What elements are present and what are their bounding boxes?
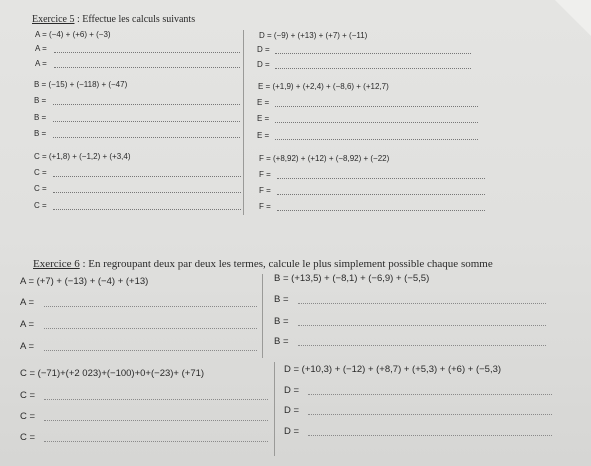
answer-line-b[interactable] bbox=[53, 121, 240, 122]
answer-label-c: C = bbox=[20, 411, 36, 422]
answer-label-b: B = bbox=[34, 96, 47, 105]
answer-label-b: B = bbox=[274, 294, 289, 305]
expression-b: B = (−15) + (−118) + (−47) bbox=[34, 80, 128, 89]
exercise-6-column-divider bbox=[262, 274, 263, 358]
answer-label-f: F = bbox=[259, 202, 271, 211]
answer-label-c: C = bbox=[34, 184, 47, 193]
answer-line-c[interactable] bbox=[53, 209, 241, 210]
answer-line-d[interactable] bbox=[275, 68, 471, 69]
answer-line-b[interactable] bbox=[298, 303, 546, 304]
answer-line-a[interactable] bbox=[44, 306, 257, 307]
answer-label-c: C = bbox=[34, 168, 47, 177]
answer-line-e[interactable] bbox=[275, 122, 478, 123]
answer-label-b: B = bbox=[274, 336, 289, 347]
answer-label-d: D = bbox=[284, 385, 300, 396]
answer-line-c[interactable] bbox=[53, 176, 241, 177]
answer-line-b[interactable] bbox=[53, 137, 240, 138]
exercise-6-number: Exercice 6 bbox=[33, 258, 80, 270]
answer-label-b: B = bbox=[274, 316, 289, 327]
answer-line-f[interactable] bbox=[277, 210, 485, 211]
exercise-6-column-divider bbox=[274, 362, 275, 456]
answer-label-e: E = bbox=[257, 131, 270, 140]
expression-d: D = (−9) + (+13) + (+7) + (−11) bbox=[259, 31, 368, 40]
answer-label-d: D = bbox=[284, 405, 300, 416]
exercise-5-column-divider bbox=[243, 30, 244, 215]
answer-line-b[interactable] bbox=[298, 325, 546, 326]
answer-line-b[interactable] bbox=[53, 104, 240, 105]
expression-d: D = (+10,3) + (−12) + (+8,7) + (+5,3) + (+6) + (−5,3) bbox=[284, 364, 502, 375]
answer-line-d[interactable] bbox=[275, 53, 471, 54]
answer-label-d: D = bbox=[257, 60, 270, 69]
answer-label-f: F = bbox=[259, 186, 271, 195]
exercise-6-title bbox=[33, 258, 493, 270]
expression-e: E = (+1,9) + (+2,4) + (−8,6) + (+12,7) bbox=[258, 82, 389, 91]
answer-label-a: A = bbox=[20, 297, 34, 308]
answer-label-d: D = bbox=[257, 45, 270, 54]
answer-line-c[interactable] bbox=[44, 420, 268, 421]
answer-label-e: E = bbox=[257, 98, 270, 107]
answer-line-a[interactable] bbox=[54, 52, 240, 53]
answer-line-e[interactable] bbox=[275, 139, 478, 140]
answer-line-a[interactable] bbox=[44, 328, 257, 329]
answer-label-c: C = bbox=[34, 201, 47, 210]
answer-label-a: A = bbox=[35, 44, 47, 53]
answer-line-a[interactable] bbox=[54, 67, 240, 68]
answer-line-b[interactable] bbox=[298, 345, 546, 346]
expression-b: B = (+13,5) + (−8,1) + (−6,9) + (−5,5) bbox=[274, 273, 430, 284]
expression-f: F = (+8,92) + (+12) + (−8,92) + (−22) bbox=[259, 154, 390, 163]
exercise-5-number: Exercice 5 bbox=[32, 14, 75, 25]
answer-line-d[interactable] bbox=[308, 394, 552, 395]
answer-label-e: E = bbox=[257, 114, 270, 123]
exercise-5-title bbox=[32, 14, 195, 25]
expression-a: A = (+7) + (−13) + (−4) + (+13) bbox=[20, 276, 149, 287]
expression-c: C = (−71)+(+2 023)+(−100)+0+(−23)+ (+71) bbox=[20, 368, 205, 379]
answer-line-c[interactable] bbox=[44, 399, 268, 400]
answer-label-b: B = bbox=[34, 129, 47, 138]
answer-line-d[interactable] bbox=[308, 414, 552, 415]
answer-line-f[interactable] bbox=[277, 178, 485, 179]
answer-line-a[interactable] bbox=[44, 350, 257, 351]
answer-label-a: A = bbox=[20, 319, 34, 330]
answer-label-f: F = bbox=[259, 170, 271, 179]
page-corner-fold bbox=[555, 0, 591, 36]
expression-a: A = (−4) + (+6) + (−3) bbox=[35, 30, 111, 39]
answer-label-c: C = bbox=[20, 432, 36, 443]
answer-label-c: C = bbox=[20, 390, 36, 401]
answer-line-c[interactable] bbox=[53, 192, 241, 193]
answer-line-e[interactable] bbox=[275, 106, 478, 107]
answer-label-a: A = bbox=[35, 59, 47, 68]
answer-label-b: B = bbox=[34, 113, 47, 122]
exercise-5-instruction: : Effectue les calculs suivants bbox=[74, 14, 196, 25]
answer-line-f[interactable] bbox=[277, 194, 485, 195]
answer-line-d[interactable] bbox=[308, 435, 552, 436]
answer-label-a: A = bbox=[20, 341, 34, 352]
answer-label-d: D = bbox=[284, 426, 300, 437]
exercise-6-instruction: : En regroupant deux par deux les termes, calcule le plus simplement possible chaque somme bbox=[79, 258, 493, 270]
answer-line-c[interactable] bbox=[44, 441, 268, 442]
expression-c: C = (+1,8) + (−1,2) + (+3,4) bbox=[34, 152, 131, 161]
